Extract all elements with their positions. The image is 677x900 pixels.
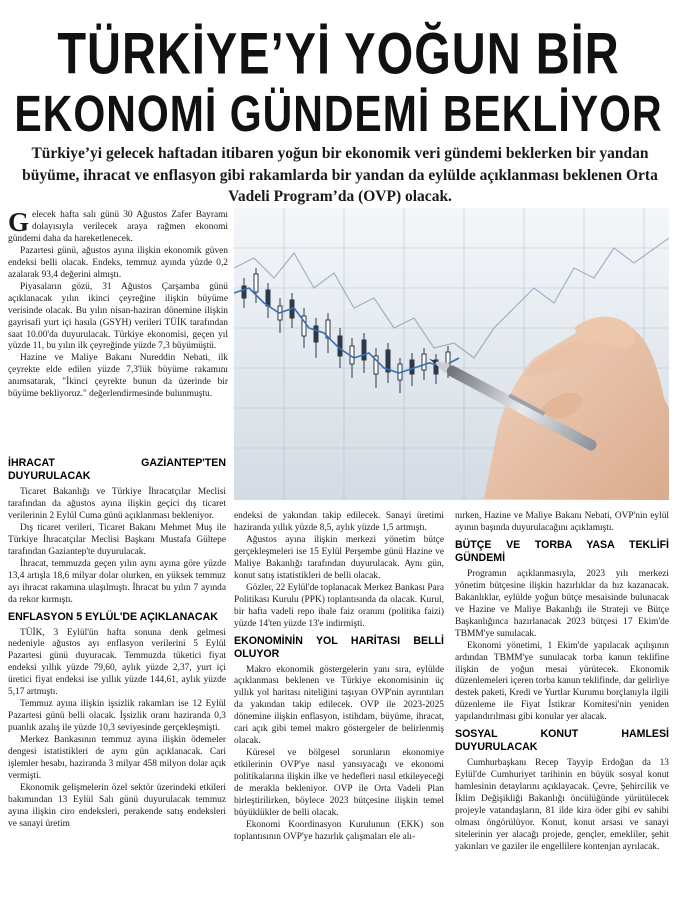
paragraph: endeksi de yakından takip edilecek. Sanayi üretimi haziranda yıllık yüzde 8,5, aylık yüzde 1,5 artmıştı. [234,511,444,533]
subheading-konut: SOSYAL KONUT HAMLESİ DUYURULACAK [455,728,669,754]
column-2 [234,511,444,844]
paragraph: TÜİK, 3 Eylül'ün hafta sonuna denk gelmesi nedeniyle ağustos ayı enflasyon verilerini 5 Eylül Pazartesi günü duyuracak. Temmuzda tüketici fiyat endeksi yıllık yüzde 79,60, aylık yüzde 2,37, yurt içi üretici fiyat endeksi ise yıllık yüzde 144,61, aylık yüzde 5,17 artmıştı. [8,627,226,698]
paragraph: Dış ticaret verileri, Ticaret Bakanı Mehmet Muş ile Türkiye İhracatçılar Meclisi Başkanı Mustafa Gültepe tarafından Gaziantep'te duyurulacak. [8,522,226,557]
paragraph: İhracat, temmuzda geçen yılın aynı ayına göre yüzde 13,4 artışla 18,6 milyar dolar olurken, en yüksek temmuz ayı ihracat rakamına ulaşılmıştı. İhracat bu yılın 7 ayında da rekor kırmıştı. [8,558,226,605]
headline-line-1: TÜRKİYE’Yİ YOĞUN BİR [57,19,620,86]
paragraph: Merkez Bankasının temmuz ayına ilişkin ödemeler dengesi istatistikleri de aynı gün açıklanacak. Cari işlemler hesabı, haziranda 3 milyar 458 milyon dolar açık vermişti. [8,735,226,781]
drop-cap: G [8,207,30,237]
paragraph-intro-text: elecek hafta salı günü 30 Ağustos Zafer Bayramı dolayısıyla verilecek araya rağmen ekonomi gündemi daha da hareketlenecek. [8,210,228,244]
paragraph: Ekonomik gelişmelerin özel sektör üzerindeki etkileri bakımından 13 Eylül Salı günü duyurulacak temmuz ayına ilişkin ciro endeksleri, perakende satış endeksleri ve sanayi üretim [8,782,226,829]
stock-chart-photo [234,208,669,500]
paragraph: Hazine ve Maliye Bakanı Nureddin Nebati, ilk çeyrekte elde edilen yüzde 7,3'lük büyüme rakamını anımsatarak, "İkinci çeyrekte bunun da üzerinde bir büyüme bekliyoruz." değerlendirmesinde bulunmuştu. [8,353,228,400]
paragraph: Makro ekonomik göstergelerin yanı sıra, eylülde açıklanması beklenen ve Türkiye ekonomisinin üç yıllık yol haritası niteliğini taşıyan OVP'nin ayrıntıları da yakından takip edilecek. OVP ile 2023-2025 dönemine ilişkin enflasyon, istihdam, büyüme, ihracat, cari açık gibi temel makro göstergeler de belirlenmiş olacak. [234,664,444,747]
column-1-top [8,207,228,401]
paragraph: Pazartesi günü, ağustos ayına ilişkin ekonomik güven endeksi belli olacak. Endeks, temmuz ayında yüzde 0,2 azalarak 93,4 değerini almıştı. [8,245,228,280]
subheading-butce: BÜTÇE VE TORBA YASA TEKLİFİ GÜNDEMİ [455,538,669,564]
article-deck: Türkiye’yi gelecek haftadan itibaren yoğun bir ekonomik veri gündemi beklerken bir yandan büyüme, ihracat ve enflasyon gibi rakamlarda bir yandan da eylülde açıklanması beklenen Orta Vadeli Program’da (OVP) olacak. [22,145,658,205]
paragraph-intro [8,207,228,246]
paragraph: Gözler, 22 Eylül'de toplanacak Merkez Bankası Para Politikası Kurulu (PPK) toplantısında da olacak. Kurul, bir hafta vadeli repo ihale faiz oranını (politika faizi) yüzde 14'ten yüzde 13'e indirmişti. [234,582,444,629]
subheading-ovp: EKONOMİNİN YOL HARİTASI BELLİ OLUYOR [234,634,444,660]
paragraph: nırken, Hazine ve Maliye Bakanı Nebati, OVP'nin eylül ayının başında duyurulacağını açıklamıştı. [455,511,669,533]
paragraph: Cumhurbaşkanı Recep Tayyip Erdoğan da 13 Eylül'de Cumhuriyet tarihinin en büyük sosyal konut hamlesinin detaylarını açıklayacak. Çevre, Şehircilik ve İklim Değişikliği Bakanlığı öncülüğünde yürütülecek projeyle vatandaşların, 81 ilde kira öder gibi ev sahibi olması öngörülüyor. Konut, konut arsası ve sanayi sitelerinin yer alacağı projede, gençler, emekliler, şehit yakınları ve gaziler ile engellilere kontenjan ayrılacak. [455,758,669,852]
column-1-bottom [8,453,226,831]
paragraph: Ticaret Bakanlığı ve Türkiye İhracatçılar Meclisi tarafından da ağustos ayına ilişkin geçici dış ticaret verilerinin 2 Eylül Cuma günü açıklanması bekleniyor. [8,487,226,521]
paragraph: Ekonomi Koordinasyon Kurulunun (EKK) son toplantısının OVP'ye hazırlık çalışmaları ele alı- [234,819,444,842]
paragraph: Ekonomi yönetimi, 1 Ekim'de yapılacak açılışının ardından TBMM'ye sunulacak torba kanun teklifine ilişkin de yoğun mesai yürütecek. Ekonomik düzenlemeleri içeren torba kanun teklifinde, dar gelirliye destek paketi, Kredi ve Yurtlar Kurumu borçlanıyla ilgili düzenleme ile Fiyat İstikrar Komitesi'nin yeniden yapılandırılması gibi konular yer alacak. [455,640,669,723]
paragraph: Piyasaların gözü, 31 Ağustos Çarşamba günü açıklanacak yılın ikinci çeyreğine ilişkin büyüme verisinde olacak. Bu yılın nisan-haziran dönemine ilişkin gayrisafi yurt içi hasıla (GSYH) verileri TÜİK tarafından saat 10.00'da duyurulacak. Türkiye ekonomisi, geçen yıl yüzde 11, bu yılın ilk çeyreğinde yüzde 7,3 büyümüştü. [8,281,228,352]
paragraph: Programın açıklanmasıyla, 2023 yılı merkezi yönetim bütçesine ilişkin hazırlıklar da hız kazanacak. Bakanlıklar, eylülde yoğun bütçe mesaisinde bulunacak ve Hazine ve Maliye Bakanlığı ile Strateji ve Bütçe Başkanlığınca hazırlanacak 2023 bütçesi 17 Ekim'de TBMM'ye sunulacak. [455,568,669,639]
paragraph: Ağustos ayına ilişkin merkezi yönetim bütçe gerçekleşmeleri ise 15 Eylül Perşembe günü Hazine ve Maliye Bakanlığı tarafından duyurulacak. Aynı gün, konut satış istatistikleri de belli olacak. [234,534,444,581]
paragraph: Temmuz ayına ilişkin işsizlik rakamları ise 12 Eylül Pazartesi günü belli olacak. İşsizlik oranı haziranda 0,3 puanlık azalış ile yüzde 10,3 seviyesinde gerçekleşmişti. [8,699,226,734]
headline-line-2: EKONOMİ GÜNDEMİ BEKLİYOR [14,84,663,143]
subheading-ihracat: İHRACAT GAZİANTEP'TEN DUYURULACAK [8,457,226,482]
chart-hand-illustration [234,208,669,500]
column-3 [455,511,669,854]
paragraph: Küresel ve bölgesel sorunların ekonomiye etkilerinin OVP'ye nasıl yansıyacağı ve ekonomi politikalarına ilişkin ilke ve hedefleri nasıl etkileyeceği de merakla bekleniyor. OVP ile Orta Vadeli Plan birleştirilirken, böylece 2023 bütçesine ilişkin temel büyüklükler de belli olacak. [234,748,444,818]
subheading-enflasyon: ENFLASYON 5 EYLÜL'DE AÇIKLANACAK [8,610,218,623]
